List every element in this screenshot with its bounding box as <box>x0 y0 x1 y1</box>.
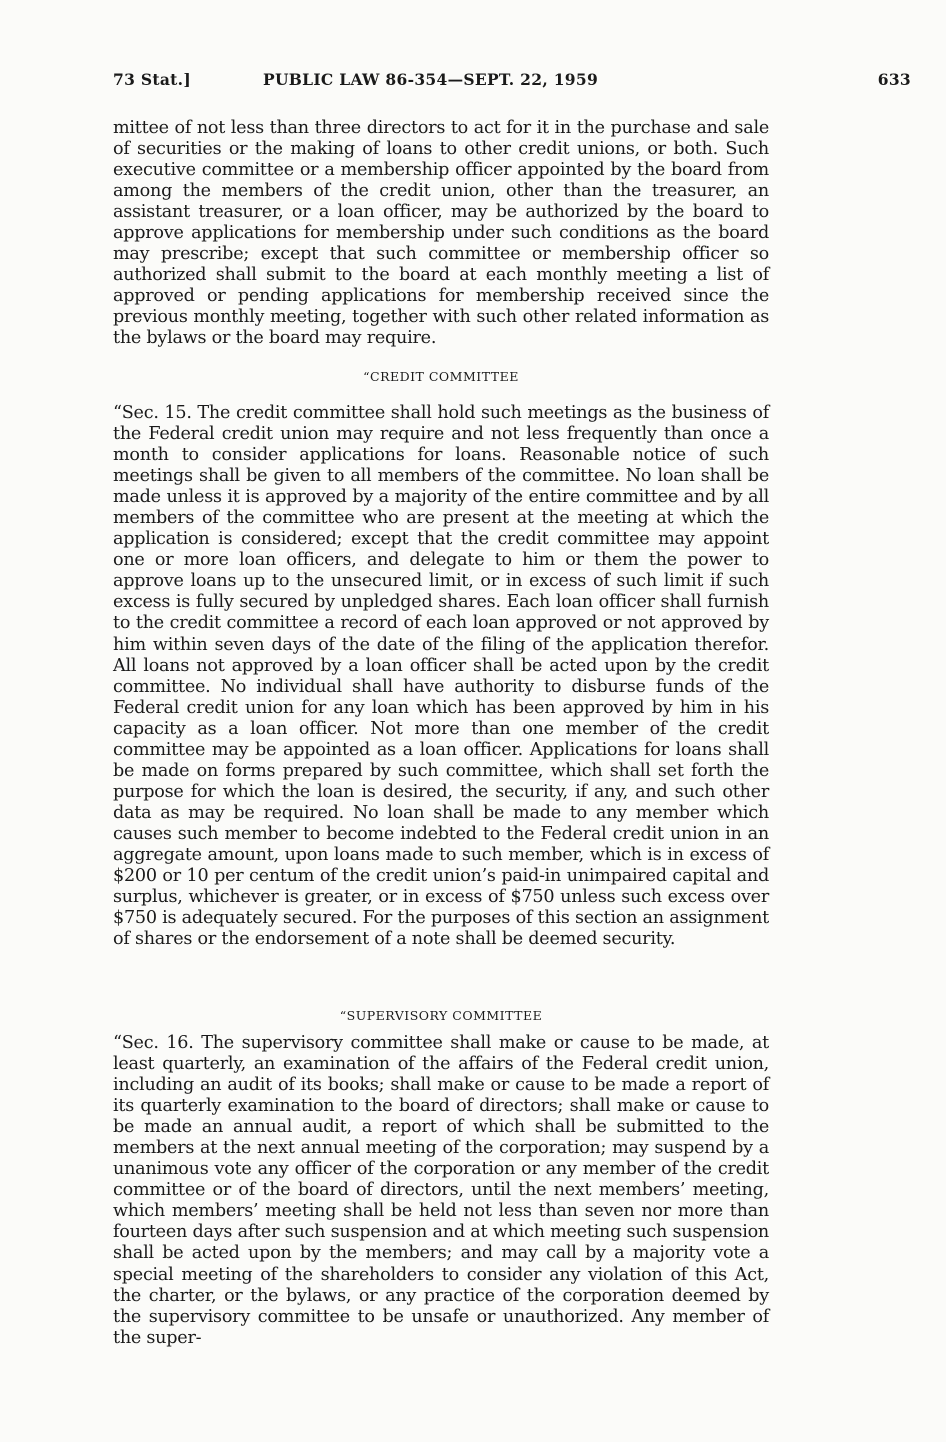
public-law-citation: PUBLIC LAW 86-354—SEPT. 22, 1959 <box>263 70 599 89</box>
paragraph-text: mittee of not less than three directors to act for it in the purchase and sale of securities or the making of loans to other credit unions, or both. Such executive committee or a membership officer appointed by the board from among the members of the credit union, other than the treasurer, an assistant treasurer, or a loan officer, may be authorized by the board to approve applications for membership under such conditions as the board may prescribe; except that such committee or membership officer so authorized shall submit to the board at each monthly meeting a list of approved or pending applications for membership received since the previous monthly meeting, together with such other related information as the bylaws or the board may require. <box>113 118 769 349</box>
section-16-paragraph <box>113 1033 769 1349</box>
statute-volume: 73 Stat.] <box>113 70 191 89</box>
continuation-paragraph <box>113 118 769 350</box>
section-heading-supervisory-committee: “SUPERVISORY COMMITTEE <box>339 1008 543 1023</box>
paragraph-text: “Sec. 15. The credit committee shall hold such meetings as the business of the Federal credit union may require and not less frequently than once a month to consider applications for loans. Reasonable notice of such meetings shall be given to all members of the committee. No loan shall be made unless it is approved by a majority of the entire committee and by all members of the committee who are present at the meeting at which the application is considered; except that the credit committee may appoint one or more loan officers, and delegate to him or them the power to approve loans up to the unsecured limit, or in excess of such limit if such excess is fully secured by unpledged shares. Each loan officer shall furnish to the credit committee a record of each loan approved or not approved by him within seven days of the date of the filing of the application therefor. All loans not approved by a loan officer shall be acted upon by the credit committee. No individual shall have authority to disburse funds of the Federal credit union for any loan which has been approved by him in his capacity as a loan officer. Not more than one member of the credit committee may be appointed as a loan officer. Applications for loans shall be made on forms prepared by such committee, which shall set forth the purpose for which the loan is desired, the security, if any, and such other data as may be required. No loan shall be made to any member which causes such member to become indebted to the Federal credit union in an aggregate amount, upon loans made to such member, which is in excess of $200 or 10 per centum of the credit union’s paid-in unimpaired capital and surplus, whichever is greater, or in excess of $750 unless such excess over $750 is adequately secured. For the purposes of this section an assignment of shares or the endorsement of a note shall be deemed security. <box>113 403 769 950</box>
running-head <box>113 70 911 96</box>
paragraph-text: “Sec. 16. The supervisory committee shall make or cause to be made, at least quarterly, an examination of the affairs of the Federal credit union, including an audit of its books; shall make or cause to be made a report of its quarterly examination to the board of directors; shall make or cause to be made an annual audit, a report of which shall be submitted to the members at the next annual meeting of the corporation; may suspend by a unanimous vote any officer of the corporation or any member of the credit committee or of the board of directors, until the next members’ meeting, which members’ meeting shall be held not less than seven nor more than fourteen days after such suspension and at which meeting such suspension shall be acted upon by the members; and may call by a majority vote a special meeting of the shareholders to consider any violation of this Act, the charter, or the bylaws, or any practice of the corporation deemed by the supervisory committee to be unsafe or unauthorized. Any member of the super- <box>113 1033 769 1348</box>
section-heading-credit-committee: “CREDIT COMMITTEE <box>363 369 519 384</box>
section-15-paragraph <box>113 403 769 950</box>
page-number: 633 <box>877 70 911 89</box>
